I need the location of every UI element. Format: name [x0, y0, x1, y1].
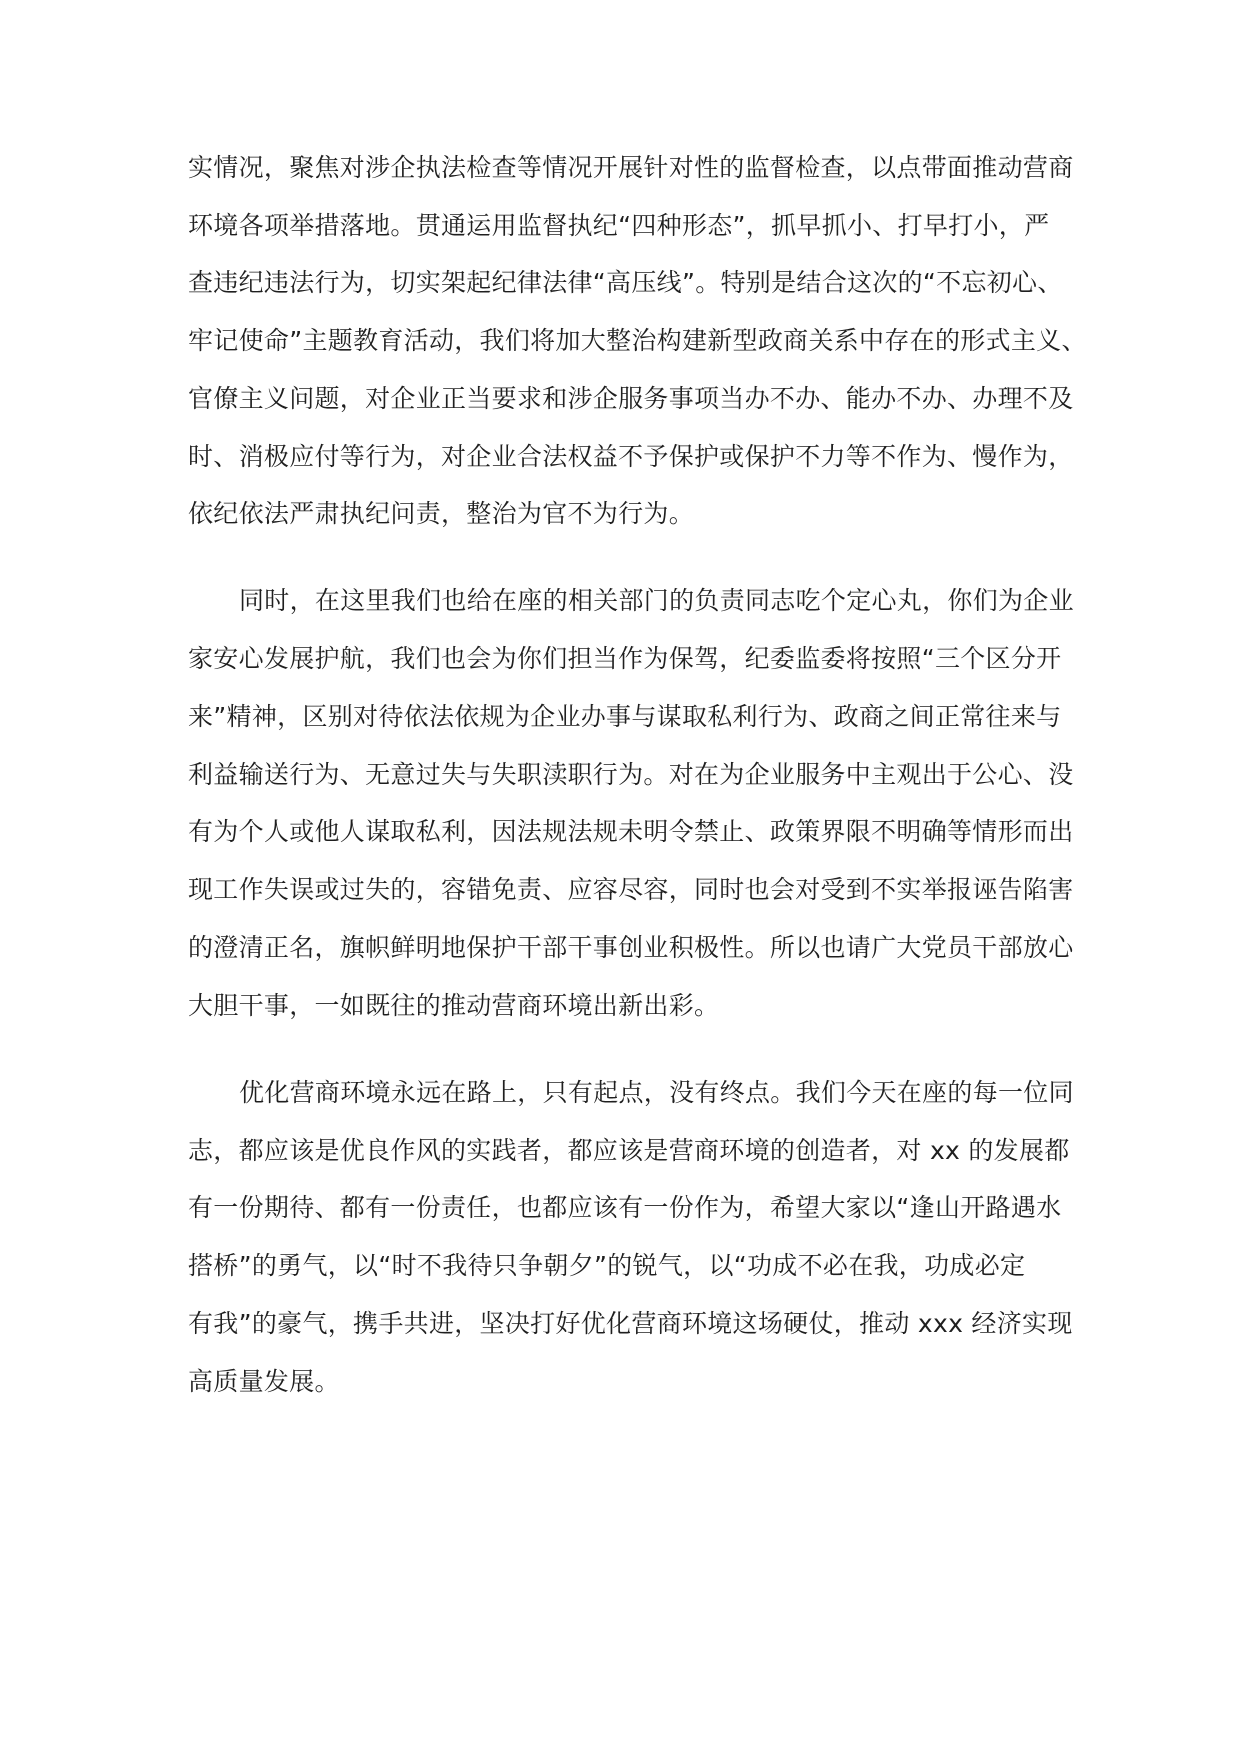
text-line: 官僚主义问题，对企业正当要求和涉企服务事项当办不办、能办不办、办理不及: [188, 384, 1074, 413]
text-line: 利益输送行为、无意过失与失职渎职行为。对在为企业服务中主观出于公心、没: [188, 760, 1074, 789]
text-line: 的澄清正名，旗帜鲜明地保护干部干事创业积极性。所以也请广大党员干部放心: [188, 933, 1074, 962]
text-line: 大胆干事，一如既往的推动营商环境出新出彩。: [188, 991, 720, 1020]
text-line: 依纪依法严肃执纪问责，整治为官不为行为。: [188, 499, 695, 528]
text-line: 有为个人或他人谋取私利，因法规法规未明令禁止、政策界限不明确等情形而出: [188, 817, 1074, 846]
text-line: 来”精神，区别对待依法依规为企业办事与谋取私利行为、政商之间正常往来与: [188, 702, 1062, 731]
text-line: 同时，在这里我们也给在座的相关部门的负责同志吃个定心丸，你们为企业: [239, 586, 1074, 615]
text-line: 家安心发展护航，我们也会为你们担当作为保驾，纪委监委将按照“三个区分开: [188, 644, 1062, 673]
text-line: 查违纪违法行为，切实架起纪律法律“高压线”。特别是结合这次的“不忘初心、: [188, 268, 1063, 297]
text-line: 时、消极应付等行为，对企业合法权益不予保护或保护不力等不作为、慢作为，: [188, 442, 1074, 471]
text-line: 有一份期待、都有一份责任，也都应该有一份作为，希望大家以“逢山开路遇水: [188, 1193, 1062, 1222]
text-line: 牢记使命”主题教育活动，我们将加大整治构建新型政商关系中存在的形式主义、: [188, 326, 1087, 355]
text-line: 高质量发展。: [188, 1367, 340, 1396]
text-line: 现工作失误或过失的，容错免责、应容尽容，同时也会对受到不实举报诬告陷害: [188, 875, 1074, 904]
text-line: 环境各项举措落地。贯通运用监督执纪“四种形态”，抓早抓小、打早打小，严: [188, 211, 1050, 240]
text-line: 实情况，聚焦对涉企执法检查等情况开展针对性的监督检查，以点带面推动营商: [188, 153, 1074, 182]
text-line: 优化营商环境永远在路上，只有起点，没有终点。我们今天在座的每一位同: [239, 1078, 1074, 1107]
text-line: 搭桥”的勇气，以“时不我待只争朝夕”的锐气，以“功成不必在我，功成必定: [188, 1251, 1026, 1280]
text-line: 有我”的豪气，携手共进，坚决打好优化营商环境这场硬仗，推动 xxx 经济实现: [188, 1309, 1073, 1338]
text-line: 志，都应该是优良作风的实践者，都应该是营商环境的创造者，对 xx 的发展都: [188, 1136, 1070, 1165]
